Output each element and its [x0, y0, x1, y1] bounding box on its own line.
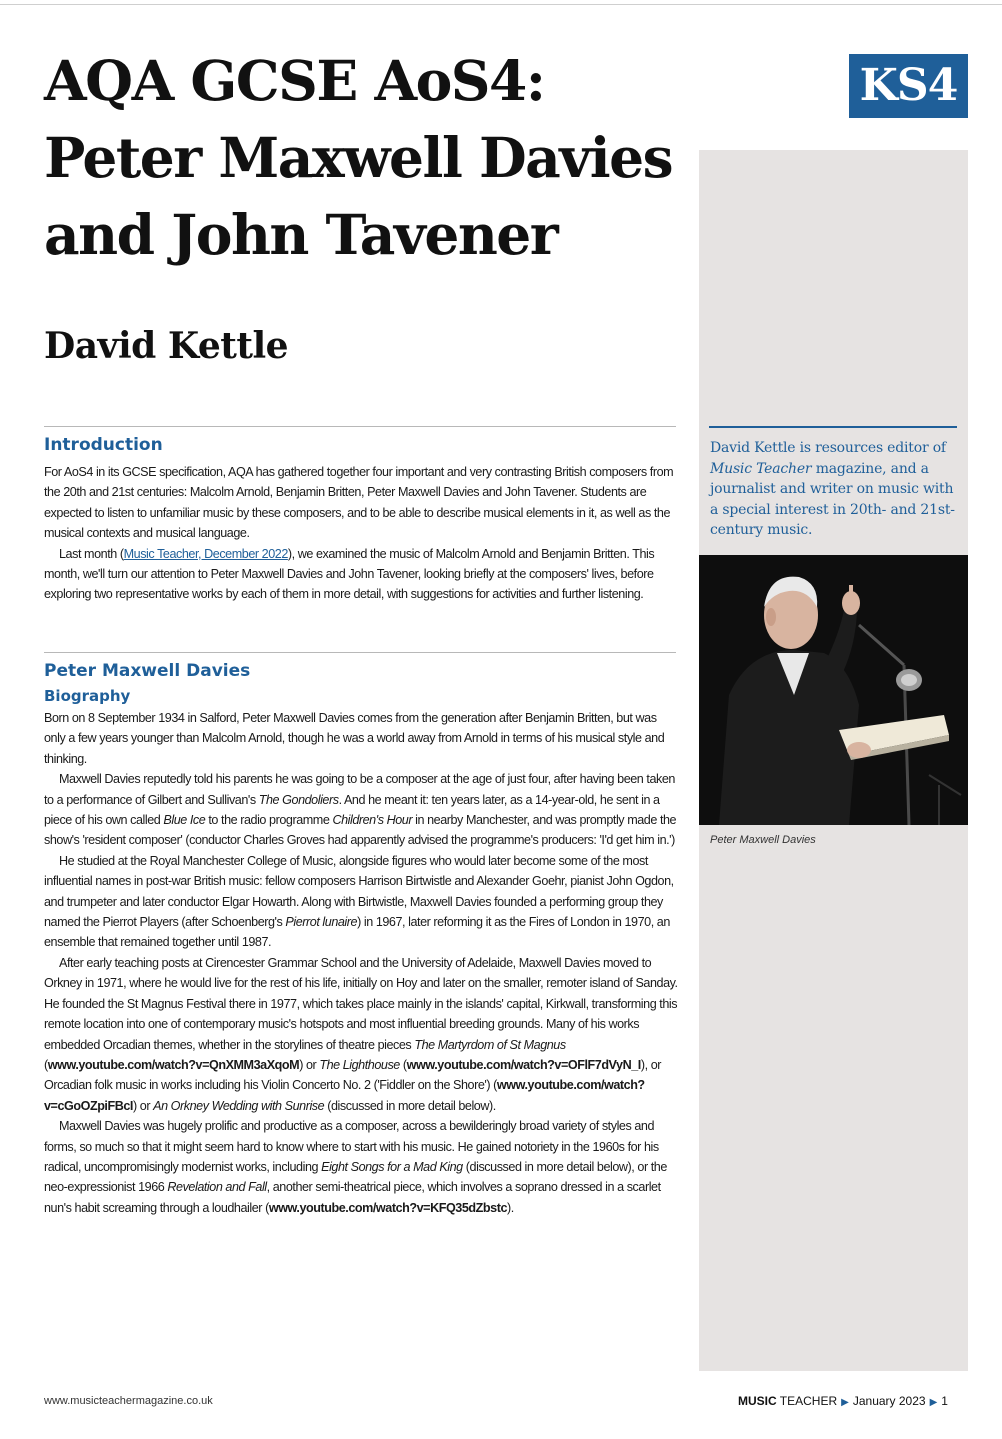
video-link-martyrdom[interactable]: www.youtube.com/watch?v=QnXMM3aXqoM [47, 1057, 300, 1072]
intro-body [44, 462, 678, 605]
photo-caption: Peter Maxwell Davies [710, 834, 816, 846]
pmd-paragraph-4: After early teaching posts at Cirencester Grammar School and the University of Adelaide, Maxwell Davies moved to Orkney in 1971, where he would live for the rest of his life, initially on Hoy and later on the smaller, remoter island of Sanday. He founded the St Magnus Festival there in 1977, which takes place mainly in the islands' capital, Kirkwall, transforming this remote location into one of contemporary music's hotspots and most influential breeding grounds. Many of his works embedded Orcadian themes, whether in the storylines of theatre pieces The Martyrdom of St Magnus (www.youtube.com/watch?v=QnXMM3aXqoM) or The Lighthouse (www.youtube.com/watch?v=OFlF7dVyN_I), or Orcadian folk music in works including his Violin Concerto No. 2 ('Fiddler on the Shore') (www.youtube.com/watch?v=cGoOZpiFBcI) or An Orkney Wedding with Sunrise (discussed in more detail below). [44, 955, 678, 1113]
bio-magazine: Music Teacher [710, 460, 812, 477]
footer-brand-rest: TEACHER [776, 1394, 838, 1408]
footer-issue-info [738, 1394, 968, 1408]
footer-date: January 2023 [852, 1394, 926, 1408]
biography-subheading: Biography [44, 687, 131, 705]
video-link-lighthouse[interactable]: www.youtube.com/watch?v=OFlF7dVyN_I [406, 1057, 641, 1072]
page-number: 1 [941, 1394, 948, 1408]
top-divider [0, 4, 1002, 5]
triangle-right-icon: ▶ [841, 1397, 849, 1408]
triangle-right-icon: ▶ [929, 1397, 938, 1408]
pmd-paragraph-5: Maxwell Davies was hugely prolific and productive as a composer, across a bewilderingly broad variety of styles and forms, so much so that it might seem hard to know where to start with his music. He gained notoriety in the 1960s for his radical, uncompromisingly modernist works, including Eight Songs for a Mad King (discussed in more detail below), or the neo-expressionist 1966 Revelation and Fall, another semi-theatrical piece, which involves a soprano dressed in a scarlet nun's habit screaming through a loudhailer (www.youtube.com/watch?v=KFQ35dZbstc). [44, 1119, 667, 1215]
pmd-paragraph-3: He studied at the Royal Manchester College of Music, alongside figures who would later become some of the most influential names in post-war British music: fellow composers Harrison Birtwistle and Alexander Goehr, pianist John Ogdon, and trumpeter and later conductor Elgar Howarth. Along with Birtwistle, Maxwell Davies founded a performing group they named the Pierrot Players (after Schoenberg's Pierrot lunaire) in 1967, later reforming it as the Fires of London in 1970, an ensemble that remained together until 1987. [44, 853, 674, 950]
author-name: David Kettle [44, 325, 289, 367]
bio-name: David Kettle [710, 440, 796, 456]
sidebar-divider [709, 426, 957, 428]
title-line-3: and John Tavener [44, 202, 558, 267]
intro-paragraph-2: Last month (Music Teacher, December 2022), we examined the music of Malcolm Arnold and Benjamin Britten. This month, we'll turn our attention to Peter Maxwell Davies and John Tavener, looking briefly at the composers' lives, before exploring two representative works by each of them in more detail, with suggestions for activities and further listening. [44, 546, 655, 602]
composer-photo [699, 555, 968, 825]
pmd-divider [44, 652, 676, 653]
video-link-revelation[interactable]: www.youtube.com/watch?v=KFQ35dZbstc [268, 1200, 507, 1215]
pmd-paragraph-2: Maxwell Davies reputedly told his parents he was going to be a composer at the age of just four, after having been taken to a performance of Gilbert and Sullivan's The Gondoliers. And he meant it: ten years later, as a 14-year-old, he sent in a piece of his own called Blue Ice to the radio programme Children's Hour in nearby Manchester, and was promptly made the show's 'resident composer' (conductor Charles Groves had apparently advised the programme's producers: 'I'd get him in.') [44, 772, 677, 848]
author-bio: David Kettle is resources editor of Music Teacher magazine, and a journalist and writer on music with a special interest in 20th- and 21st-century music. [710, 440, 955, 538]
intro-paragraph-1: For AoS4 in its GCSE specification, AQA has gathered together four important and very contrasting British composers from the 20th and 21st centuries: Malcolm Arnold, Benjamin Britten, Peter Maxwell Davies and John Tavener. Students are expected to listen to unfamiliar music by these composers, and to be able to describe musical elements in it, as well as the musical contexts and musical language. [44, 465, 674, 541]
pmd-paragraph-1: Born on 8 September 1934 in Salford, Peter Maxwell Davies comes from the generation after Benjamin Britten, but was only a few years younger than Malcolm Arnold, though he was a world away from Arnold in terms of his musical style and thinking. [44, 711, 665, 766]
december-issue-link[interactable]: Music Teacher, December 2022 [123, 546, 288, 561]
title-line-1: AQA GCSE AoS4: [44, 48, 545, 113]
footer-brand-bold: MUSIC [738, 1394, 777, 1408]
intro-heading: Introduction [44, 435, 163, 455]
pmd-body [44, 708, 678, 1218]
title-line-2: Peter Maxwell Davies [44, 125, 673, 190]
footer-website[interactable]: www.musicteachermagazine.co.uk [44, 1395, 213, 1407]
key-stage-badge: KS4 [849, 54, 968, 118]
conductor-illustration [699, 555, 968, 825]
pmd-heading: Peter Maxwell Davies [44, 661, 251, 681]
page-title [44, 42, 694, 273]
intro-divider [44, 426, 676, 427]
video-link-violin-concerto[interactable]: www.youtube.com/watch?v=cGoOZpiFBcI [44, 1078, 645, 1113]
